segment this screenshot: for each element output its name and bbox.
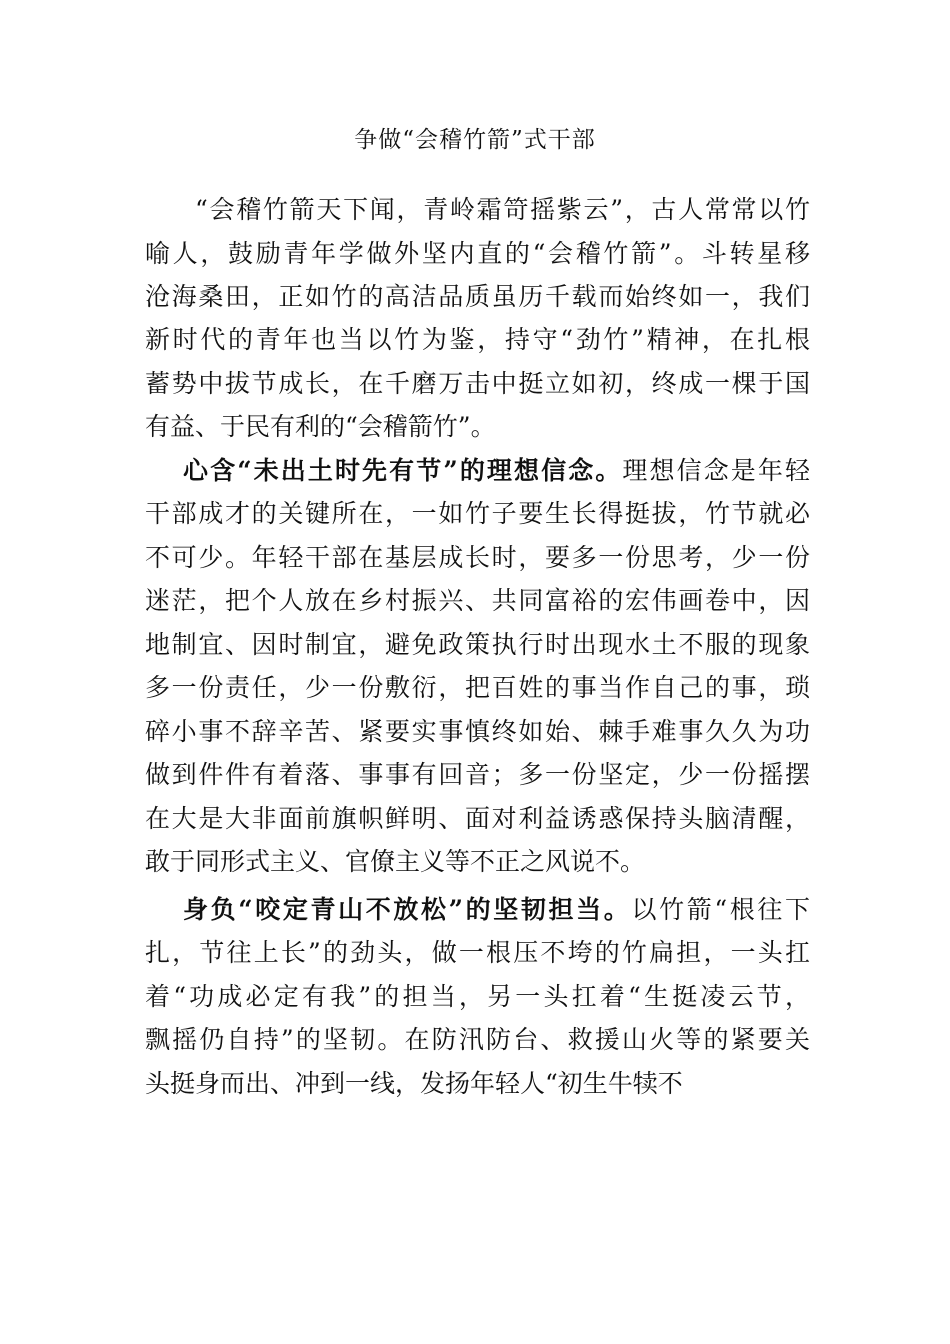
section1-heading: 心含“未出土时先有节”的理想信念。 xyxy=(183,456,623,485)
section1-line-9: 在大是大非面前旗帜鲜明、面对利益诱惑保持头脑清醒， xyxy=(145,804,810,833)
section1-first-line xyxy=(183,451,810,491)
intro-line-5: 蓄势中拔节成长，在千磨万击中挺立如初，终成一棵于国 xyxy=(145,369,810,398)
intro-line-1: “会稽竹箭天下闻，青岭霜笴摇紫云”，古人常常以竹 xyxy=(195,195,810,224)
section1-line-4: 迷茫，把个人放在乡村振兴、共同富裕的宏伟画卷中，因 xyxy=(145,586,810,615)
section1-line-2: 干部成才的关键所在，一如竹子要生长得挺拔，竹节就必 xyxy=(145,499,810,528)
document-title: 争做“会稽竹箭”式干部 xyxy=(354,127,596,153)
intro-line-4: 新时代的青年也当以竹为鉴，持守“劲竹”精神，在扎根 xyxy=(145,325,810,354)
section1-line-3: 不可少。年轻干部在基层成长时，要多一份思考，少一份 xyxy=(145,543,810,572)
section1-line-6: 多一份责任，少一份敷衍，把百姓的事当作自己的事，琐 xyxy=(145,673,810,702)
section1-line-5: 地制宜、因时制宜，避免政策执行时出现水土不服的现象 xyxy=(145,630,810,659)
section1-line-10: 敢于同形式主义、官僚主义等不正之风说不。 xyxy=(145,847,646,876)
section2-line-4: 飘摇仍自持”的坚韧。在防汛防台、救援山火等的紧要关 xyxy=(145,1025,810,1054)
section2-first-line xyxy=(183,890,810,930)
section1-line-7: 碎小事不辞辛苦、紧要实事慎终如始、棘手难事久久为功 xyxy=(145,717,810,746)
section2-heading: 身负“咬定青山不放松”的坚韧担当。 xyxy=(183,895,632,924)
section1-first-line-rest: 理想信念是年轻 xyxy=(622,456,810,485)
section2-line-2: 扎，节往上长”的劲头，做一根压不垮的竹扁担，一头扛 xyxy=(145,938,810,967)
intro-line-6: 有益、于民有利的“会稽箭竹”。 xyxy=(145,412,496,441)
intro-line-3: 沧海桑田，正如竹的高洁品质虽历千载而始终如一，我们 xyxy=(145,282,810,311)
section2-line-3: 着“功成必定有我”的担当，另一头扛着“生挺凌云节， xyxy=(145,982,810,1011)
section2-first-line-rest: 以竹箭“根往下 xyxy=(631,895,810,924)
intro-line-2: 喻人，鼓励青年学做外坚内直的“会稽竹箭”。斗转星移 xyxy=(145,239,810,268)
section1-line-8: 做到件件有着落、事事有回音；多一份坚定，少一份摇摆 xyxy=(145,760,810,789)
section2-line-5: 头挺身而出、冲到一线，发扬年轻人“初生牛犊不 xyxy=(145,1069,683,1098)
